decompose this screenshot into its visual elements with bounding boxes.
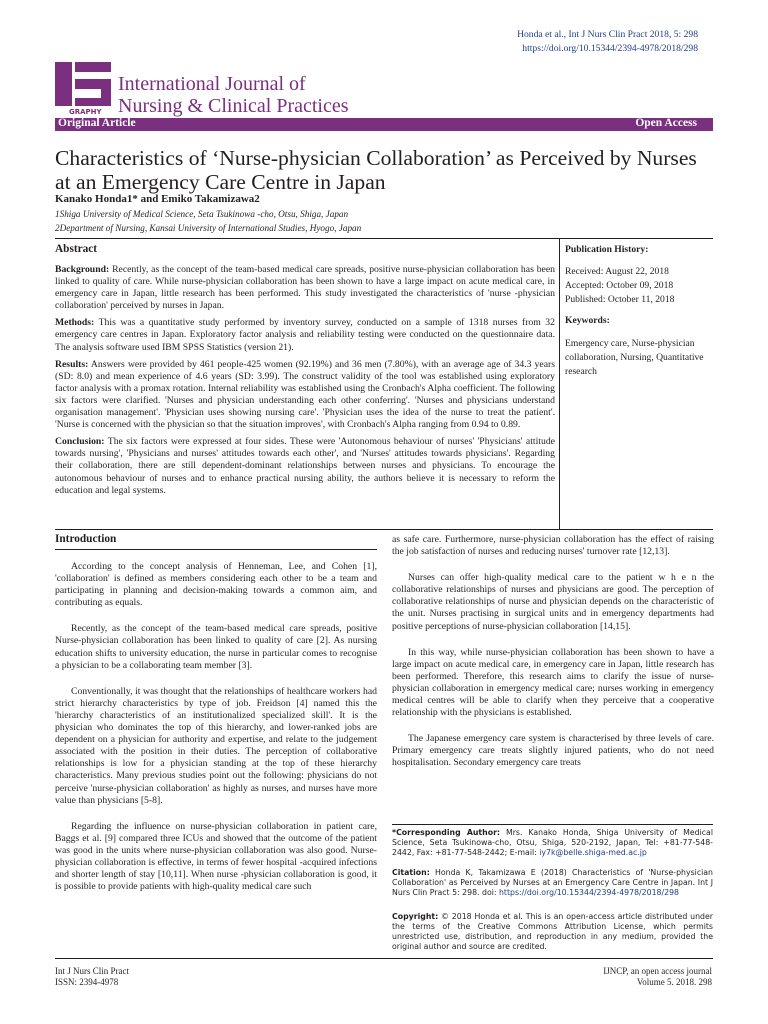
intro-paragraph-1: According to the concept analysis of Henneman, Lee, and Cohen [1], 'collaboration' is defined as members considering each other to be a team and participating in planning and decision-making towards a common aim, and contributing as equals. <box>55 561 377 609</box>
abstract-results <box>55 359 555 432</box>
intro-paragraph-6: Nurses can offer high-quality medical care to the patient w h e n the collaborative relationships of nurses and physicians are good. The perception of collaborative relationships of nurse and physician depends on the characteristic of the unit. Nurses practising in surgical units and in emergency departments had positive perceptions of nurse-physician collaboration [14,15]. <box>392 572 714 632</box>
article-title: Characteristics of ‘Nurse-physician Collaboration’ as Perceived by Nurses at an Emergency Care Centre in Japan <box>55 146 697 194</box>
abstract-conclusion <box>55 436 555 496</box>
introduction-heading: Introduction <box>55 533 117 545</box>
abstract-background <box>55 264 555 312</box>
doi-link[interactable]: https://doi.org/10.15344/2394-4978/2018/298 <box>522 43 698 54</box>
keywords-text: Emergency care, Nurse-physician collaboration, Nursing, Quantitative research <box>565 338 704 377</box>
footer-issn: ISSN: 2394-4978 <box>55 977 119 987</box>
rule-sidebar <box>559 238 560 529</box>
results-text: Answers were provided by 461 people-425 women (92.19%) and 36 men (7.80%), with an average age of 34.3 years (SD: 8.0) and mean experience of 4.6 years (SD: 3.99). The construct validity of the tool was established using exploratory factor analysis with a promax rotation. Internal reliability was established using the Cronbach's Alpha coefficient. The following six factors were clarified. 'Nurses and physician understanding each other conferring'. 'Nurses and physicians understand organisation management'. 'Physician uses showing nursing care'. 'Physician uses the idea of the nurse to treat the patient'. 'Nurse is concerned with the physician so that the situation improves', with Cronbach's Alpha ranging from 0.94 to 0.89. <box>55 358 555 431</box>
methods-label: Methods: <box>55 317 95 329</box>
corresponding-label: *Corresponding Author: <box>392 828 501 837</box>
rule-footer <box>55 958 713 959</box>
rule-intro <box>55 549 377 550</box>
methods-text: This was a quantitative study performed by inventory survey, conducted on a sample of 1318 nurses from 32 emergency care centres in Japan. Exploratory factor analysis and reliability testing were conducted on the questionnaire data. The analysis software used IBM SPSS Statistics (version 21). <box>55 317 555 353</box>
affiliation-2: 2Department of Nursing, Kansai University of International Studies, Hyogo, Japan <box>55 223 362 233</box>
article-type-banner <box>55 118 713 131</box>
journal-name-line2: Nursing & Clinical Practices <box>118 95 349 117</box>
footer-volume: Volume 5. 2018. 298 <box>636 977 712 987</box>
authors: Kanako Honda1* and Emiko Takamizawa2 <box>55 193 260 205</box>
abstract-body <box>55 264 555 502</box>
intro-paragraph-7: In this way, while nurse-physician collaboration has been shown to have a large impact on acute medical care, in emergency care in Japan, little research has been performed. Therefore, this research aims to clarify the issue of nurse-physician collaboration in emergency medical care; nurses working in emergency medical centres will be able to clarify when they perceive that a cooperative relationship with the physicians is established. <box>392 646 714 719</box>
footer-journal: Int J Nurs Clin Pract <box>55 966 129 976</box>
copyright-footnote <box>392 912 713 952</box>
corresponding-text: Mrs. Kanako Honda, Shiga University of Medical Science, Seta Tsukinowa-cho, Otsu, Shiga, 520-2192, Japan, Tel: +81-77-548-2442, Fax: +81-77-548-2442; E-mail: <box>392 828 713 857</box>
citation-text: Honda K, Takamizawa E (2018) Characteristics of 'Nurse-physician Collaboration' as Perceived by Nurses at an Emergency Care Centre in Japan. Int J Nurs Clin Pract 5: 298. doi: <box>392 868 713 897</box>
background-label: Background: <box>55 264 110 275</box>
intro-paragraph-3: Conventionally, it was thought that the relationships of healthcare workers had strict hierarchy characteristics by type of job. Freidson [4] named this the 'hierarchy characteristics of an institutionalized specialized skill'. It is the physician who dominates the top of this hierarchy, and lower-ranked jobs are dependent on a physician for authority and expertise, and relate to the judgement associated with the position in their duties. The perception of collaborative relationships is low for a physician standing at the top of these hierarchy characteristics. Many previous studies point out the following: physicians do not perceive 'nurse-physician collaboration' as highly as nurses, and nurses have more value than physicians [5-8]. <box>55 685 377 806</box>
background-text: Recently, as the concept of the team-based medical care spreads, positive nurse-physician collaboration has been linked to quality of care. While nurse-physician collaboration has been shown to have a large impact on acute medical care, in emergency care in Japan, little research has been performed. This study investigated the characteristics of 'nurse -physician collaboration' perceived by nurses in Japan. <box>55 264 555 312</box>
publication-history <box>565 265 674 307</box>
journal-name <box>118 73 349 117</box>
citation-doi-link[interactable]: https://doi.org/10.15344/2394-4978/2018/298 <box>498 888 680 897</box>
citation-header <box>517 28 698 56</box>
keywords-heading: Keywords: <box>565 315 610 326</box>
citation-footnote <box>392 868 713 898</box>
left-column <box>55 561 377 907</box>
intro-paragraph-5: as safe care. Furthermore, nurse-physician collaboration has the effect of raising the job satisfaction of nurses and reducing nurses' turnover rate [12,13]. <box>392 534 714 558</box>
journal-name-line1: International Journal of <box>118 73 306 95</box>
intro-paragraph-4: Regarding the influence on nurse-physician collaboration in patient care, Baggs et al. [9] compared three ICUs and showed that the outcome of the patient was good in the units where nurse-physician collaboration was also good. Nurse-physician collaboration is effective, in terms of fewer hospital -acquired infections and shorter length of stay [10,11]. When nurse -physician collaboration is good, it is possible to provide patients with high-quality medical care such <box>55 820 377 893</box>
citation-label: Citation: <box>392 868 430 877</box>
journal-logo <box>55 62 111 116</box>
logo-text: GRAPHY <box>69 108 102 116</box>
received-date: Received: August 22, 2018 <box>565 266 669 277</box>
corresponding-author <box>392 828 713 858</box>
rule-abstract-bottom <box>55 529 713 530</box>
results-label: Results: <box>55 358 89 370</box>
abstract-heading: Abstract <box>55 243 98 255</box>
citation-line: Honda et al., Int J Nurs Clin Pract 2018, 5: 298 <box>517 29 698 40</box>
copyright-text: © 2018 Honda et al. This is an open-access article distributed under the terms of the Creative Commons Attribution License, which permits unrestricted use, distribution, and reproduction in any medium, provided the original author and source are credited. <box>392 912 713 951</box>
accepted-date: Accepted: October 09, 2018 <box>565 280 674 291</box>
intro-paragraph-8: The Japanese emergency care system is characterised by three levels of care. Primary emergency care treats slightly injured patients, who do not need hospitalisation. Secondary emergency care treats <box>392 733 714 769</box>
right-column <box>392 534 714 784</box>
rule-top <box>55 238 713 239</box>
rule-footnotes <box>392 824 713 825</box>
email-link[interactable]: iy7k@belle.shiga-med.ac.jp <box>539 848 647 857</box>
conclusion-text: The six factors were expressed at four sides. These were 'Autonomous behaviour of nurses' 'Physicians' attitude towards nursing', 'Physicians and nurses' attitudes towards each other', and 'Nurses' attitudes towards physicians'. Regarding their collaboration, there are still dependent-dominant relationships between nurses and physicians. To encourage the autonomous behaviour of nurses and to enhance practical nursing ability, the authors believe it is necessary to reform the education and legal systems. <box>55 436 555 496</box>
open-access-label: Open Access <box>635 117 697 129</box>
copyright-label: Copyright: <box>392 912 439 921</box>
footer-left <box>55 966 129 988</box>
article-type-label: Original Article <box>58 117 136 129</box>
footer-right <box>603 966 712 988</box>
footer-journal-info: IJNCP, an open access journal <box>603 966 712 976</box>
affiliation-1: 1Shiga University of Medical Science, Seta Tsukinowa -cho, Otsu, Shiga, Japan <box>55 209 349 219</box>
abstract-methods <box>55 317 555 353</box>
intro-paragraph-2: Recently, as the concept of the team-based medical care spreads, positive Nurse-physician collaboration has been linked to quality of care [2]. As nursing education shifts to university education, the nurse in particular comes to recognise a physician to be a collaborating team member [3]. <box>55 623 377 671</box>
published-date: Published: October 11, 2018 <box>565 294 675 305</box>
publication-history-heading: Publication History: <box>565 244 649 255</box>
conclusion-label: Conclusion: <box>55 436 105 448</box>
